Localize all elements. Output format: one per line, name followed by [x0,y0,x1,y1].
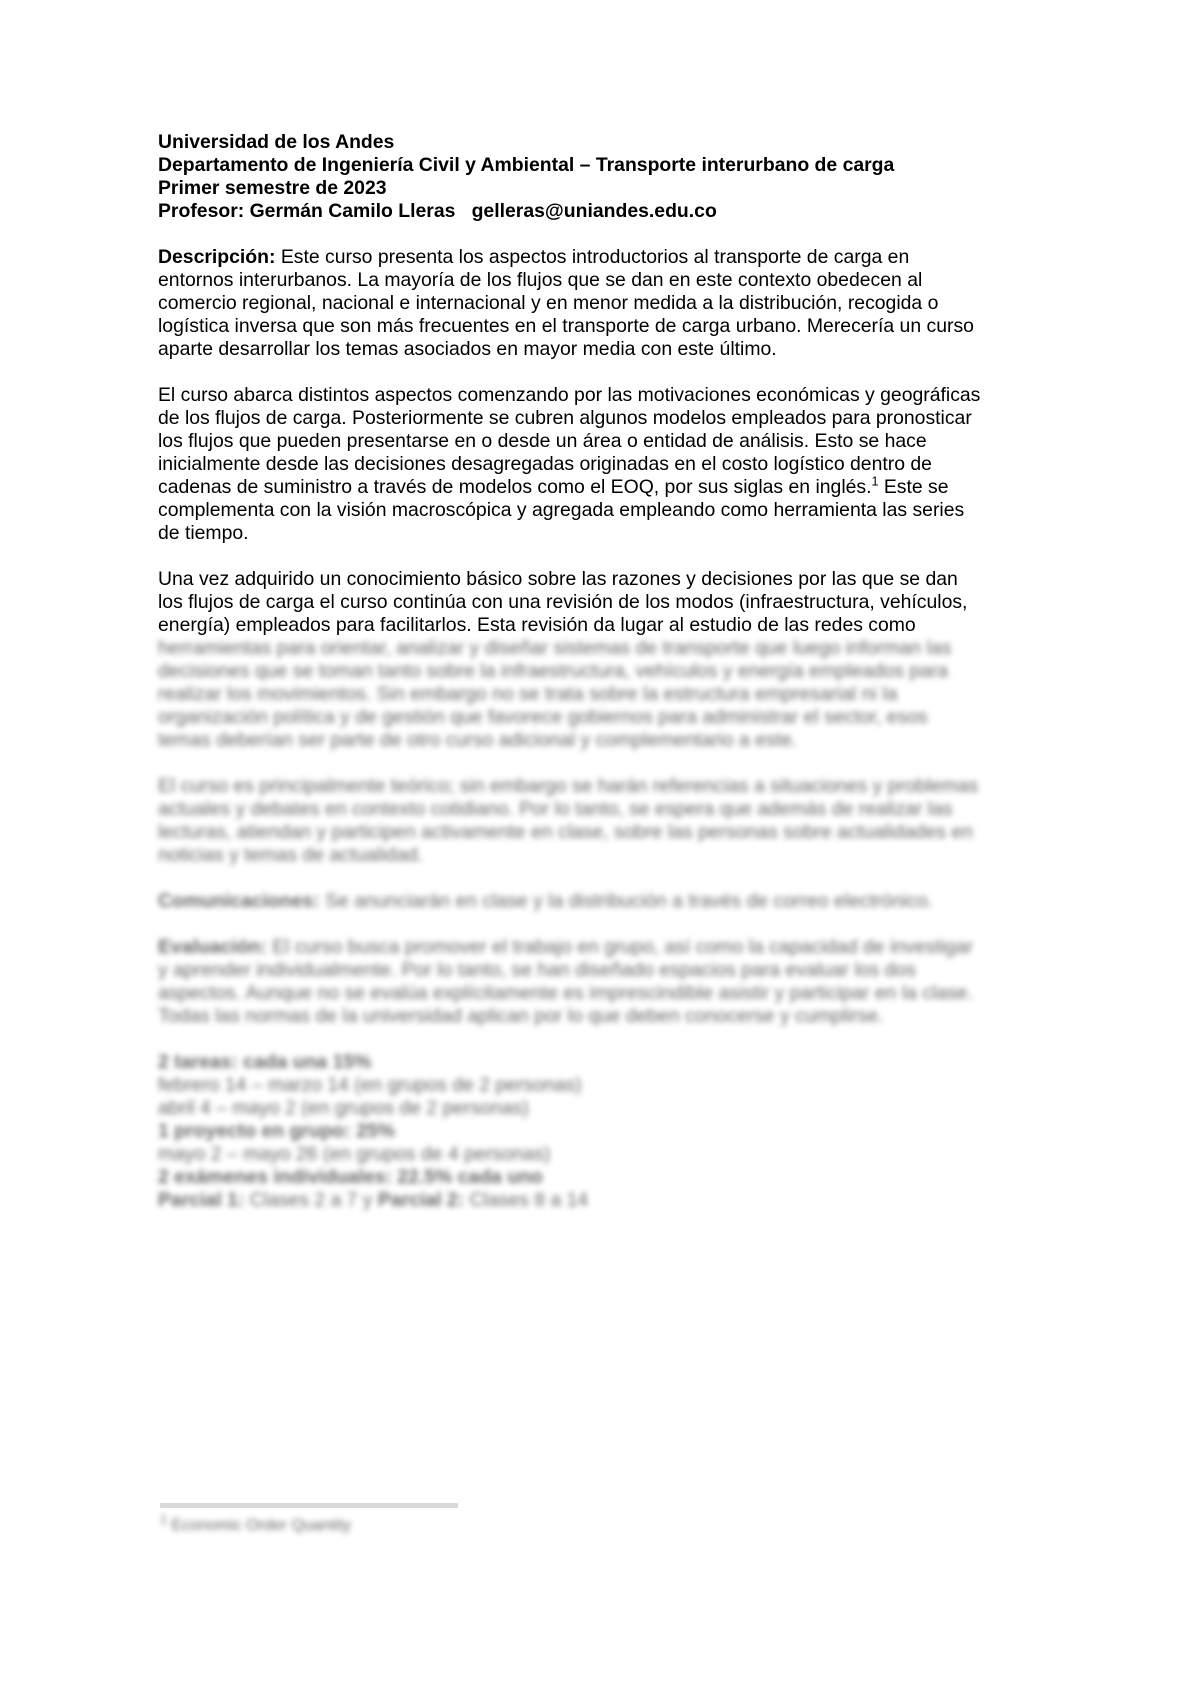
text-segment: febrero 14 – marzo 14 (en grupos de 2 personas) [158,1074,582,1096]
redacted-text-line [158,1166,1048,1189]
text-segment: Parcial 1: [158,1189,245,1211]
text-segment: inicialmente desde las decisiones desagregadas originadas en el costo logístico dentro de [158,453,932,475]
text-line [158,522,1048,545]
text-segment: lecturas, atiendan y participen activamente en clase, sobre las personas sobre actualidades en [158,821,973,843]
text-line [158,476,1048,499]
text-segment: Este se [878,476,949,498]
redacted-text-line [158,1143,1048,1166]
text-line [158,407,1048,430]
text-segment: aparte desarrollar los temas asociados en mayor media con este último. [158,338,777,360]
text-segment: Todas las normas de la universidad aplican por lo que deben conocerse y cumplirse. [158,1005,884,1027]
redacted-text-line [158,706,1048,729]
text-segment: complementa con la visión macroscópica y agregada empleando como herramienta las series [158,499,965,521]
text-segment: los flujos que pueden presentarse en o desde un área o entidad de análisis. Esto se hace [158,430,927,452]
text-segment: realizar los movimientos. Sin embargo no se trata sobre la estructura empresarial ni la [158,683,898,705]
text-segment: El curso busca promover el trabajo en grupo, así como la capacidad de investigar [266,936,973,958]
text-segment: mayo 2 – mayo 26 (en grupos de 4 personas) [158,1143,551,1165]
footnote-lines [160,1512,458,1536]
evaluacion-label: Evaluación: [158,936,267,958]
document-content [158,131,1048,1235]
text-segment: y aprender individualmente. Por lo tanto, se han diseñado espacios para evaluar los dos [158,959,916,981]
redacted-text-line [158,1005,1048,1028]
redacted-text-line [158,775,1048,798]
text-line [158,338,1048,361]
footnote-number: 1 [160,1512,167,1527]
redacted-communications-line [158,890,1048,913]
text-segment: entornos interurbanos. La mayoría de los flujos que se dan en este contexto obedecen al [158,269,923,291]
text-segment: Clases 8 a 14 [464,1189,589,1211]
redacted-text-line [160,1512,458,1536]
text-segment: comercio regional, nacional e internacional y en menor medida a la distribución, recogida o [158,292,939,314]
text-segment: temas deberían ser parte de otro curso adicional y complementario a este. [158,729,798,751]
redacted-evaluation-paragraph [158,936,1048,1028]
redacted-text-line [158,844,1048,867]
text-segment: Parcial 2: [377,1189,465,1211]
header-block [158,131,1048,223]
descripcion-label: Descripción: [158,246,276,268]
text-segment: aspectos. Aunque no se evalúa explícitamente es imprescindible asistir y participar en la clase. [158,982,973,1004]
semester: Primer semestre de 2023 [158,177,387,199]
department-and-course: Departamento de Ingeniería Civil y Ambiental – Transporte interurbano de carga [158,154,895,176]
text-segment: los flujos de carga el curso continúa con una revisión de los modos (infraestructura, vehículos, [158,591,968,613]
redacted-text-line [158,982,1048,1005]
redacted-text-line [158,637,1048,660]
text-segment: 1 proyecto en grupo: 25% [158,1120,396,1142]
redacted-text-line [158,1097,1048,1120]
text-line [158,614,1048,637]
text-segment: Clases 2 a 7 y [244,1189,378,1211]
text-segment: organización política y de gestión que favorece gobiernos para administrar el sector, esos [158,706,928,728]
redacted-text-line [158,1189,1048,1212]
text-line [158,131,1048,154]
text-line [158,315,1048,338]
text-segment: energía) empleados para facilitarlos. Esta revisión da lugar al estudio de las redes como [158,614,916,636]
redacted-grading-list [158,1051,1048,1212]
paragraph-course-overview [158,384,1048,545]
text-line [158,269,1048,292]
text-line [158,591,1048,614]
text-segment: El curso abarca distintos aspectos comenzando por las motivaciones económicas y geográficas [158,384,981,406]
comunicaciones-label: Comunicaciones: [158,890,320,912]
text-segment: Se anunciarán en clase y la distribución a través de correo electrónico. [319,890,933,912]
footnote-reference: 1 [871,474,879,489]
text-segment: herramientas para orientar, analizar y diseñar sistemas de transporte que luego informan las [158,637,952,659]
redacted-text-line [158,1120,1048,1143]
text-segment: Una vez adquirido un conocimiento básico sobre las razones y decisiones por las que se dan [158,568,958,590]
redacted-text-line [158,729,1048,752]
text-line [158,177,1048,200]
text-segment: Economic Order Quantity [166,1517,352,1534]
professor-email: gelleras@uniandes.edu.co [455,200,717,222]
text-segment: 2 exámenes individuales: 22.5% cada uno [158,1166,543,1188]
redacted-text-line [158,798,1048,821]
text-segment: abril 4 – mayo 2 (en grupos de 2 personas) [158,1097,529,1119]
text-line [158,246,1048,269]
university-name: Universidad de los Andes [158,131,395,153]
text-line [158,453,1048,476]
text-segment: logística inversa que son más frecuentes en el transporte de carga urbano. Merecería un curso [158,315,974,337]
paragraph-descripcion [158,246,1048,361]
redacted-text-line [158,890,1048,913]
text-line [158,499,1048,522]
redacted-text-line [158,821,1048,844]
text-line [158,154,1048,177]
redacted-text-line [158,683,1048,706]
text-line [158,384,1048,407]
text-segment: actuales y debates en contexto cotidiano. Por lo tanto, se espera que además de realizar las [158,798,953,820]
text-line [158,200,1048,223]
text-line [158,292,1048,315]
text-segment: noticias y temas de actualidad. [158,844,424,866]
professor-name: Profesor: Germán Camilo Lleras [158,200,456,222]
redacted-text-line [158,936,1048,959]
text-line [158,568,1048,591]
text-segment: cadenas de suministro a través de modelos como el EOQ, por sus siglas en inglés. [158,476,872,498]
redacted-text-line [158,1051,1048,1074]
text-segment: de los flujos de carga. Posteriormente se cubren algunos modelos empleados para pronosticar [158,407,972,429]
text-segment: Este curso presenta los aspectos introductorios al transporte de carga en [275,246,910,268]
redacted-paragraph-methodology [158,775,1048,867]
redacted-text-line [158,1074,1048,1097]
text-segment: 2 tareas: cada una 15% [158,1051,372,1073]
text-line [158,430,1048,453]
redacted-text-line [158,959,1048,982]
redacted-text-line [158,660,1048,683]
text-segment: decisiones que se toman tanto sobre la infraestructura, vehículos y energía empleados para [158,660,949,682]
text-segment: de tiempo. [158,522,249,544]
text-segment: El curso es principalmente teórico; sin embargo se harán referencias a situaciones y problemas [158,775,979,797]
footnote-separator [160,1503,458,1508]
footnote [160,1503,458,1536]
paragraph-modes-and-networks [158,568,1048,752]
